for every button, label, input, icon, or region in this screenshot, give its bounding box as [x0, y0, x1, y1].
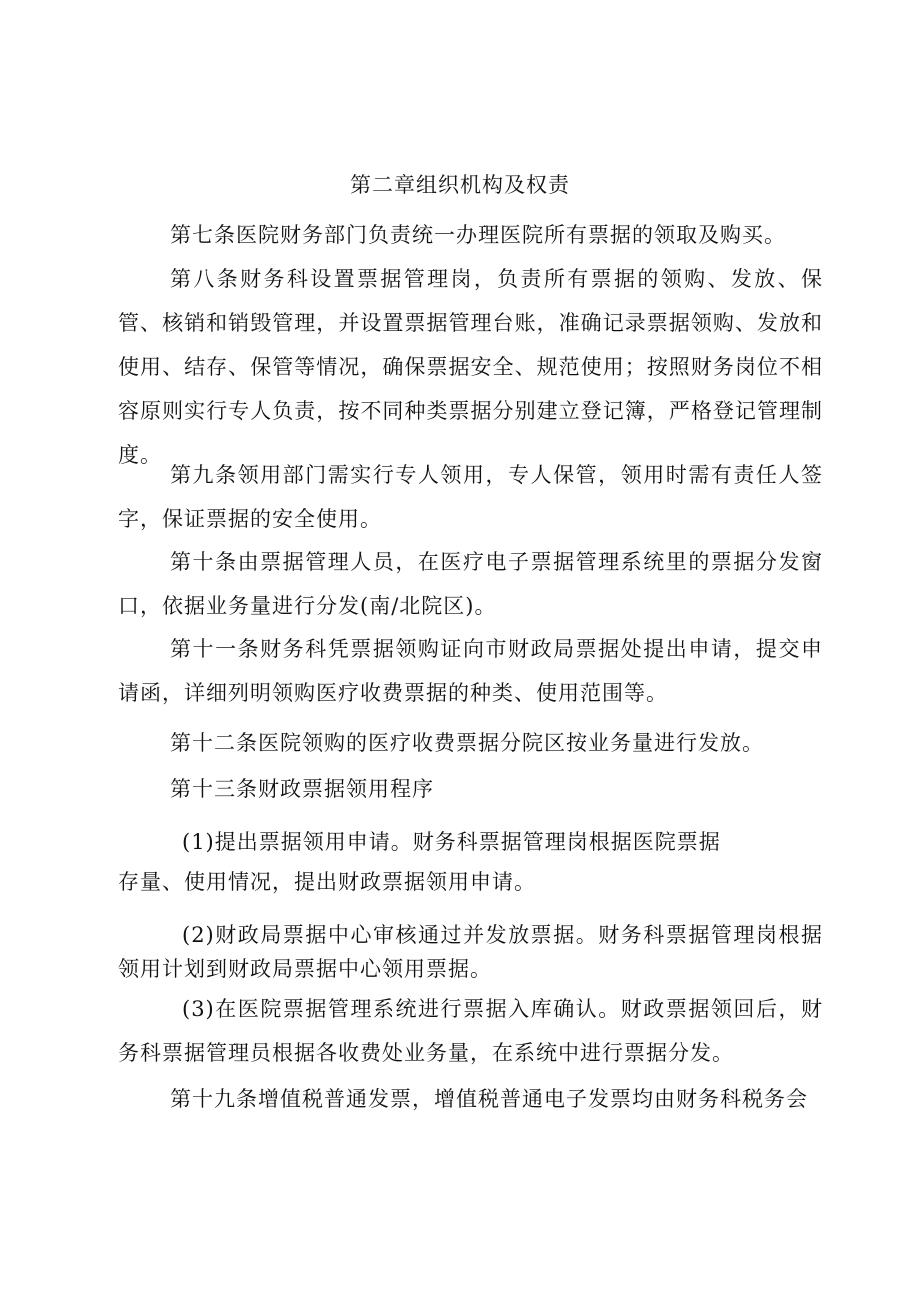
step-1-line-1: (1)提出票据领用申请。财务科票据管理岗根据医院票据	[182, 830, 721, 854]
step-2: (2)财政局票据中心审核通过并发放票据。财务科票据管理岗根据领用计划到财政局票据中心领用票据。	[118, 923, 823, 981]
article-7: 第七条医院财务部门负责统一办理医院所有票据的领取及购买。	[170, 223, 786, 247]
chapter-title: 第二章组织机构及权责	[350, 173, 570, 197]
step-1-line-2: 存量、使用情况，提出财政票据领用申请。	[118, 870, 536, 894]
step-3: (3)在医院票据管理系统进行票据入库确认。财政票据领回后，财务科票据管理员根据各收费处业务量，在系统中进行票据分发。	[118, 997, 823, 1065]
step-1	[118, 822, 823, 902]
article-10: 第十条由票据管理人员，在医疗电子票据管理系统里的票据分发窗口，依据业务量进行分发(南/北院区)。	[118, 550, 823, 618]
article-8: 第八条财务科设置票据管理岗，负责所有票据的领购、发放、保管、核销和销毁管理，并设置票据管理台账，准确记录票据领购、发放和使用、结存、保管等情况，确保票据安全、规范使用；按照财务岗位不相容原则实行专人负责，按不同种类票据分别建立登记簿，严格登记管理制度。	[118, 267, 823, 467]
article-13: 第十三条财政票据领用程序	[170, 777, 434, 801]
article-11: 第十一条财务科凭票据领购证向市财政局票据处提出申请，提交申请函，详细列明领购医疗收费票据的种类、使用范围等。	[118, 637, 823, 705]
article-12: 第十二条医院领购的医疗收费票据分院区按业务量进行发放。	[170, 731, 764, 755]
article-19: 第十九条增值税普通发票，增值税普通电子发票均由财务科税务会	[170, 1087, 808, 1111]
article-9: 第九条领用部门需实行专人领用，专人保管，领用时需有责任人签字，保证票据的安全使用。	[118, 463, 823, 531]
